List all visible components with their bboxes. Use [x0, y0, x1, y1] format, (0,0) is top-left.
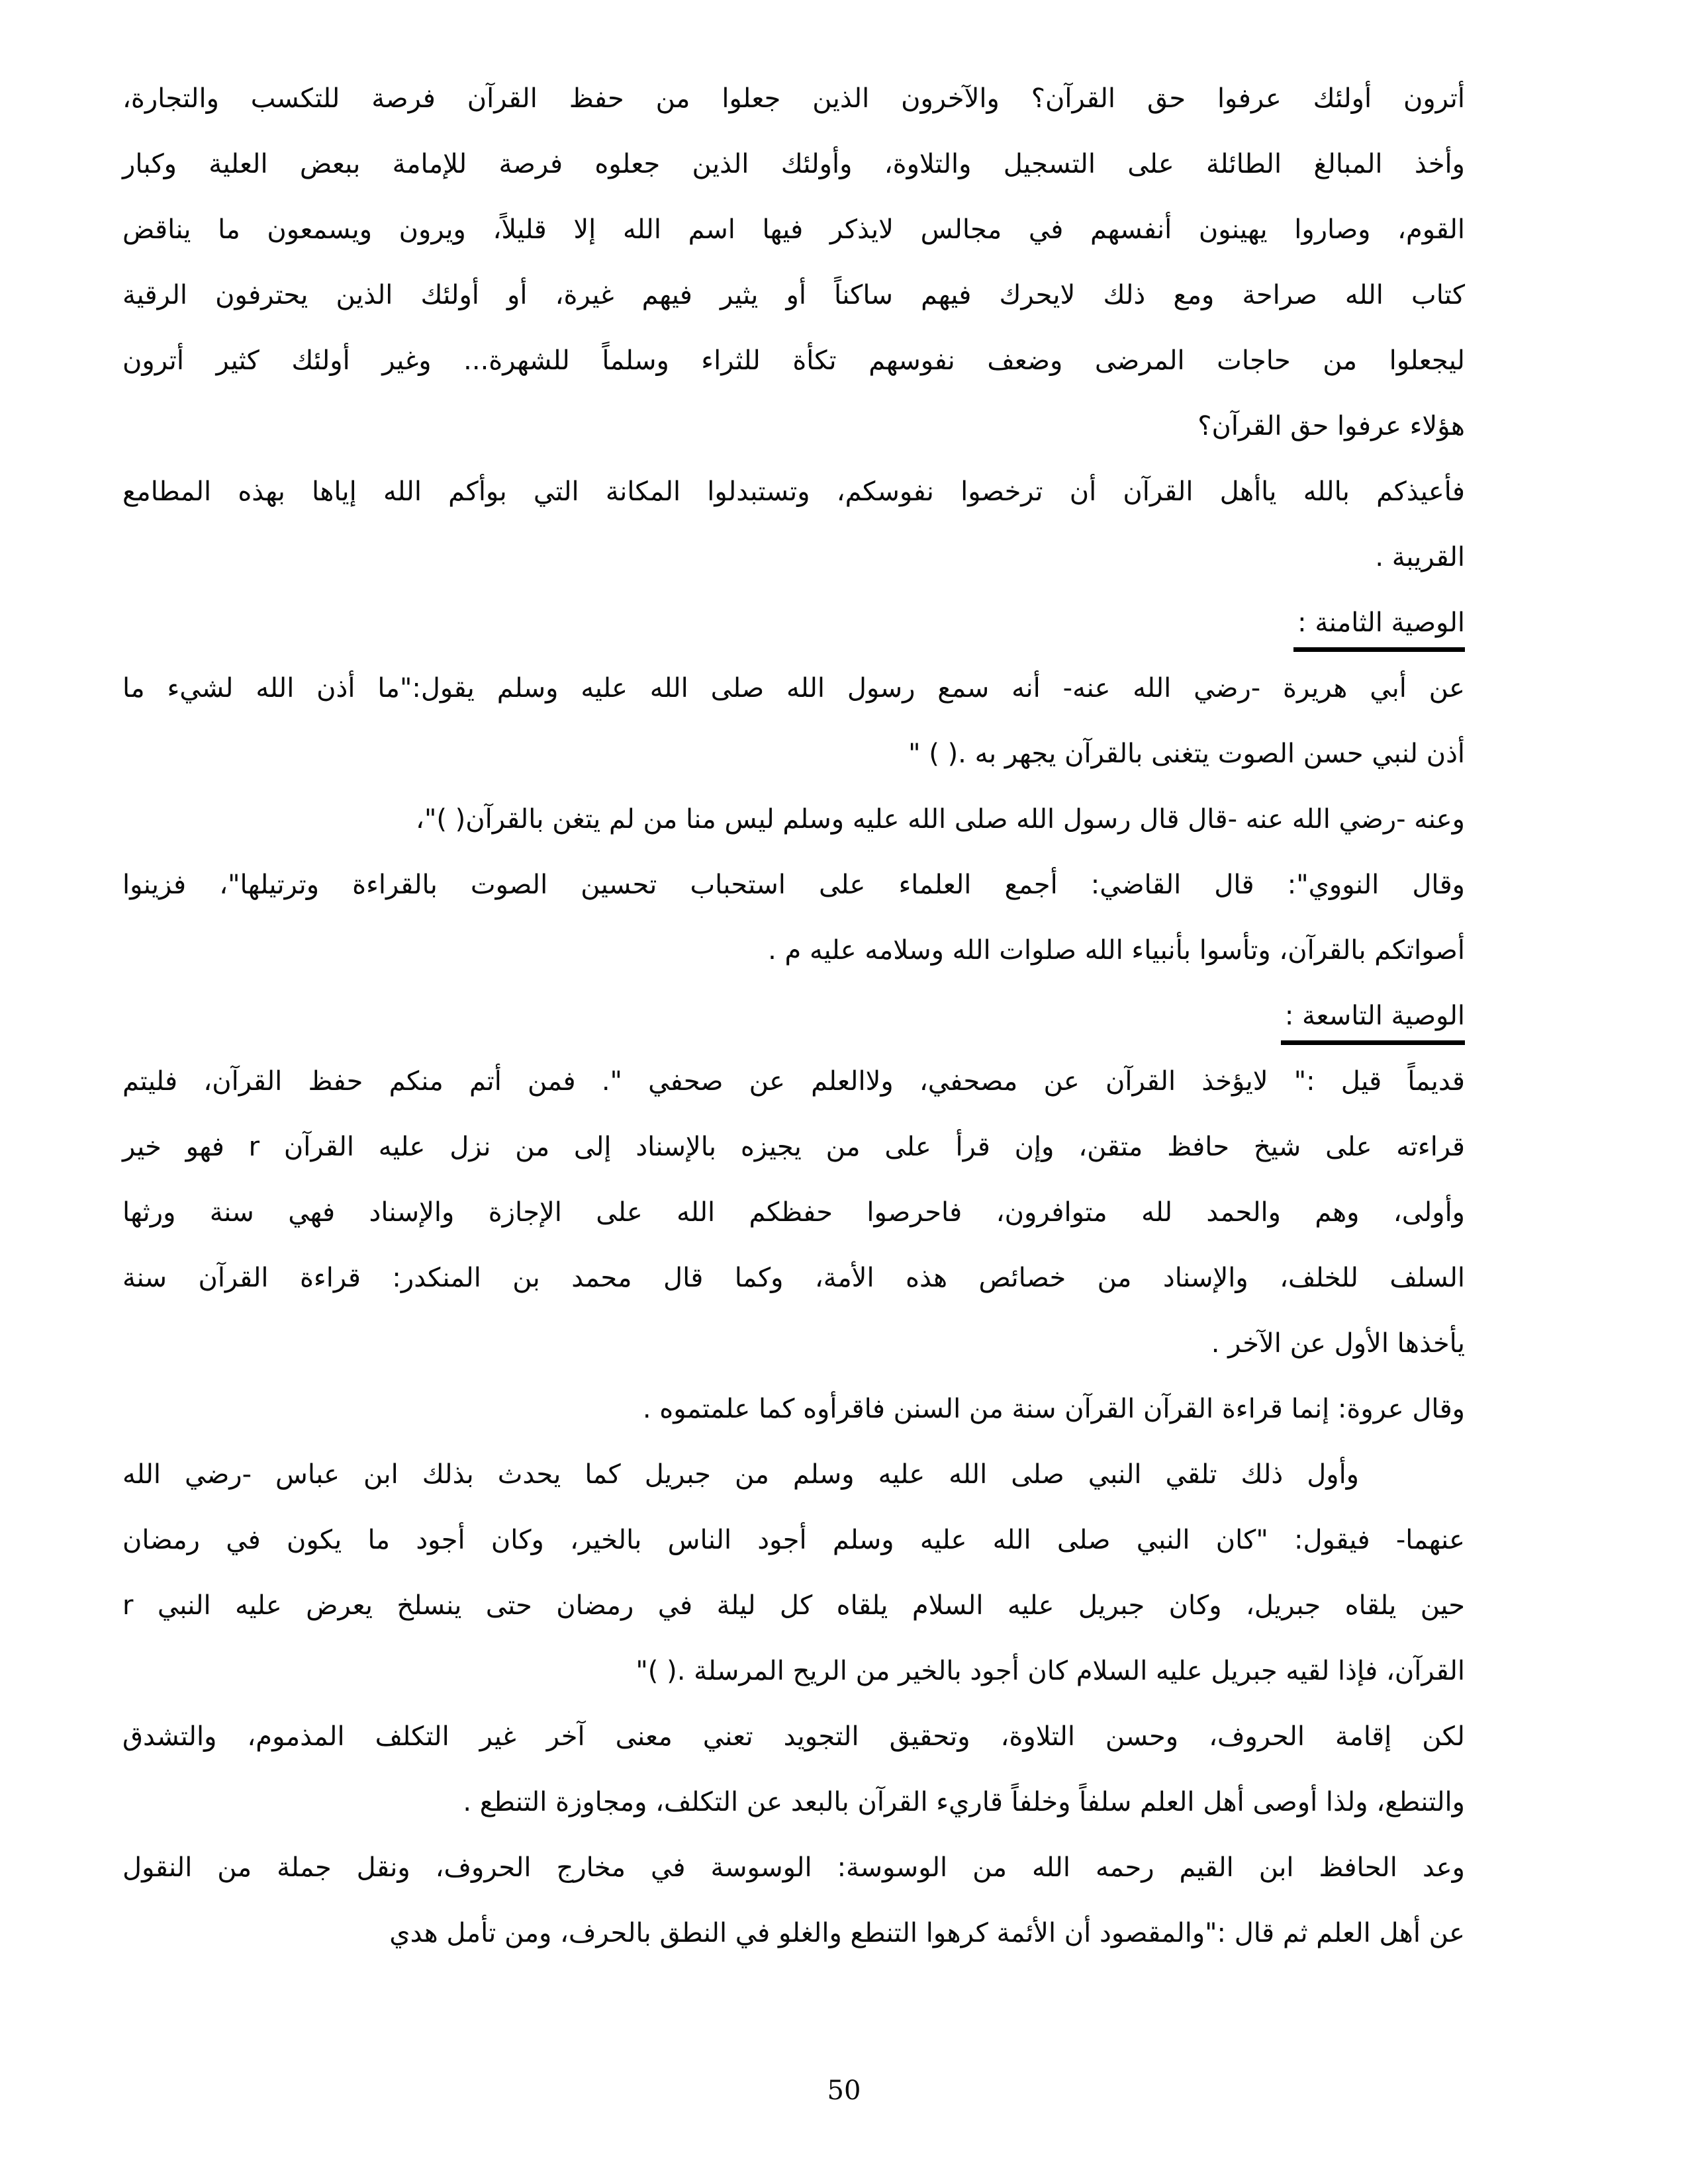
text-line: وعنه -رضي الله عنه -قال قال رسول الله صلى الله عليه وسلم ليس منا من لم يتغن بالقرآن( )"، — [416, 804, 1465, 835]
text-line: وأول ذلك تلقي النبي صلى الله عليه وسلم من جبريل كما يحدث بذلك ابن عباس -رضي الله — [122, 1459, 1359, 1490]
section-heading-text: الوصية الثامنة : — [1293, 606, 1465, 652]
text-line: والتنطع، ولذا أوصى أهل العلم سلفاً وخلفاً قاريء القرآن بالبعد عن التكلف، ومجاوزة التنطع . — [463, 1787, 1465, 1817]
text-line: القريبة . — [1375, 542, 1465, 572]
text-line: السلف للخلف، والإسناد من خصائص هذه الأمة، وكما قال محمد بن المنكدر: قراءة القرآن سنة — [122, 1263, 1465, 1293]
text-line: قراءته على شيخ حافظ متقن، وإن قرأ على من يجيزه بالإسناد إلى من نزل عليه القرآن r فهو خير — [122, 1132, 1466, 1162]
text-line: عن أهل العلم ثم قال :"والمقصود أن الأئمة كرهوا التنطع والغلو في النطق بالحرف، ومن تأمل هدي — [389, 1918, 1465, 1948]
text-line: يأخذها الأول عن الآخر . — [1211, 1328, 1465, 1359]
text-line: وعد الحافظ ابن القيم رحمه الله من الوسوسة: الوسوسة في مخارج الحروف، ونقل جملة من النقول — [122, 1852, 1465, 1883]
text-line: أترون أولئك عرفوا حق القرآن؟ والآخرون الذين جعلوا من حفظ القرآن فرصة للتكسب والتجارة، — [122, 83, 1465, 114]
text-line: كتاب الله صراحة ومع ذلك لايحرك فيهم ساكناً أو يثير فيهم غيرة، أو أولئك الذين يحترفون الرقية — [122, 280, 1465, 310]
page-body — [122, 66, 1465, 1966]
text-line: وأخذ المبالغ الطائلة على التسجيل والتلاوة، وأولئك الذين جعلوه فرصة للإمامة ببعض العلية وكبار — [122, 149, 1465, 179]
text-line: عن أبي هريرة -رضي الله عنه- أنه سمع رسول الله صلى الله عليه وسلم يقول:"ما أذن الله لشيء ما — [122, 673, 1465, 704]
text-line: عنهما- فيقول: "كان النبي صلى الله عليه وسلم أجود الناس بالخير، وكان أجود ما يكون في رمضان — [122, 1525, 1465, 1555]
text-line: القوم، وصاروا يهينون أنفسهم في مجالس لايذكر فيها اسم الله إلا قليلاً، ويرون ويسمعون ما يناقض — [122, 214, 1465, 245]
text-line: حين يلقاه جبريل، وكان جبريل عليه السلام يلقاه كل ليلة في رمضان حتى ينسلخ يعرض عليه النبي r — [122, 1590, 1465, 1621]
section-heading-text: الوصية التاسعة : — [1281, 999, 1465, 1045]
text-line: هؤلاء عرفوا حق القرآن؟ — [1197, 411, 1465, 441]
text-line: قديماً قيل :" لايؤخذ القرآن عن مصحفي، ولاالعلم عن صحفي ". فمن أتم منكم حفظ القرآن، فليتم — [122, 1066, 1465, 1097]
text-line: أصواتكم بالقرآن، وتأسوا بأنبياء الله صلوات الله وسلامه عليه م . — [768, 935, 1465, 966]
text-line: لكن إقامة الحروف، وحسن التلاوة، وتحقيق التجويد تعني معنى آخر غير التكلف المذموم، والتشدق — [122, 1721, 1465, 1752]
section-heading — [122, 983, 1465, 1049]
text-line: أذن لنبي حسن الصوت يتغنى بالقرآن يجهر به .( ) " — [908, 739, 1465, 769]
text-line: القرآن، فإذا لقيه جبريل عليه السلام كان أجود بالخير من الريح المرسلة .( )" — [635, 1656, 1465, 1686]
section-heading — [122, 590, 1465, 656]
text-line: وقال عروة: إنما قراءة القرآن القرآن سنة من السنن فاقرأوه كما علمتموه . — [642, 1394, 1465, 1424]
text-line: ليجعلوا من حاجات المرضى وضعف نفوسهم تكأة للثراء وسلماً للشهرة... وغير أولئك كثير أترون — [122, 345, 1465, 376]
page-number: 50 — [827, 2075, 861, 2106]
text-line: فأعيذكم بالله ياأهل القرآن أن ترخصوا نفوسكم، وتستبدلوا المكانة التي بوأكم الله إياها بهذه المطامع — [122, 477, 1465, 507]
text-line: وقال النووي": قال القاضي: أجمع العلماء على استحباب تحسين الصوت بالقراءة وترتيلها"، فزينوا — [122, 870, 1465, 900]
text-line: وأولى، وهم والحمد لله متوافرون، فاحرصوا حفظكم الله على الإجازة والإسناد فهي سنة ورثها — [122, 1197, 1465, 1228]
